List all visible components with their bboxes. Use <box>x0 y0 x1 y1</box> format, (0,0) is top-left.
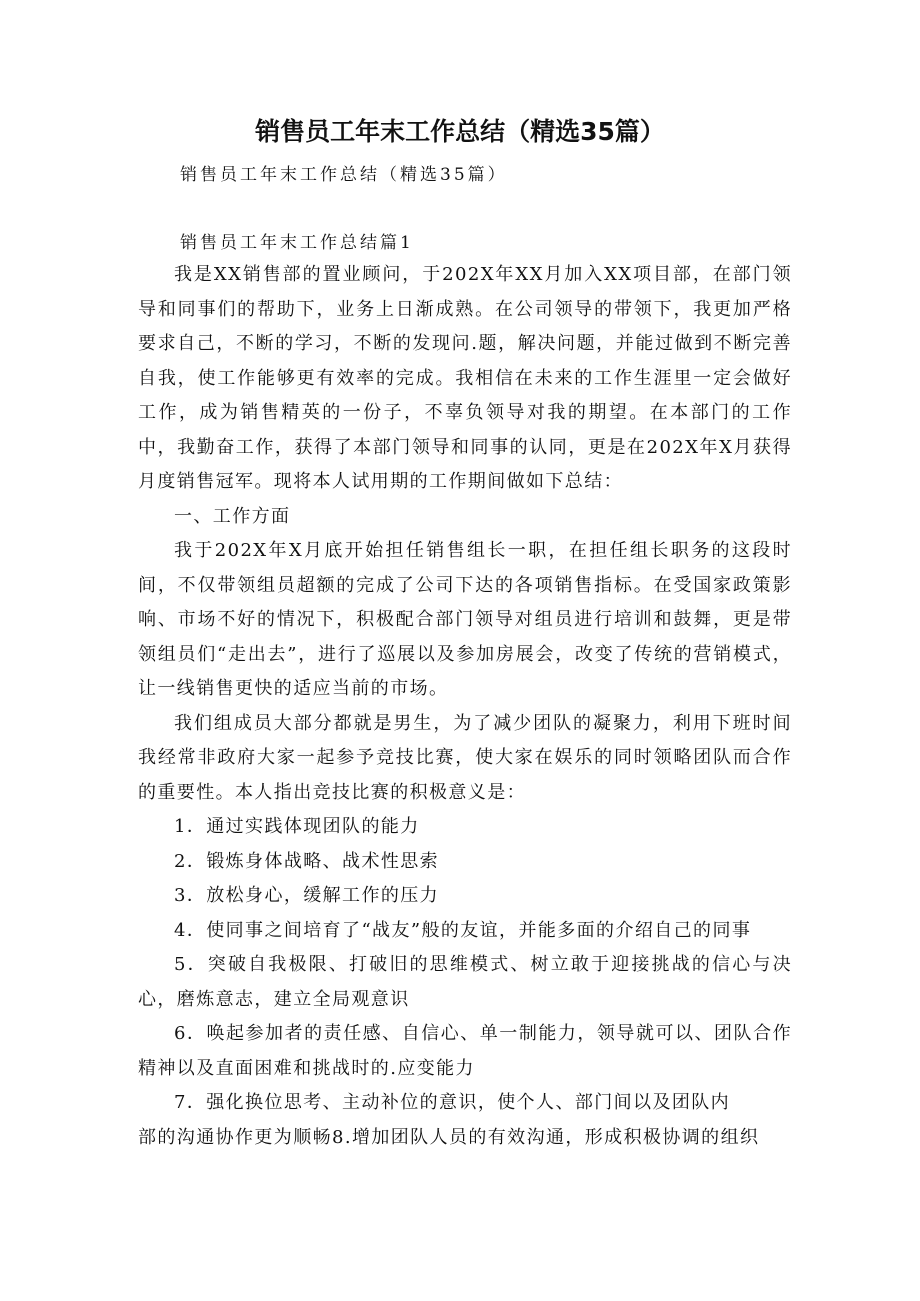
list-item: 6．唤起参加者的责任感、自信心、单一制能力，领导就可以、团队合作精神以及直面困难和挑战时的.应变能力 <box>138 1023 792 1079</box>
list-item: 5．突破自我极限、打破旧的思维模式、树立敢于迎接挑战的信心与决心，磨炼意志，建立全局观意识 <box>138 954 792 1010</box>
document-body <box>138 258 792 1155</box>
list-item: 4．使同事之间培育了“战友”般的友谊，并能多面的介绍自己的同事 <box>174 919 752 941</box>
heading-work-aspect: 一、工作方面 <box>174 505 291 527</box>
paragraph-team-activities: 我们组成员大部分都就是男生，为了减少团队的凝聚力，利用下班时间我经常非政府大家一起参予竞技比赛，使大家在娱乐的同时领略团队而合作的重要性。本人指出竞技比赛的积极意义是： <box>138 712 792 803</box>
paragraph-intro: 我是XX销售部的置业顾问，于202X年XX月加入XX项目部，在部门领导和同事们的帮助下，业务上日渐成熟。在公司领导的带领下，我更加严格要求自己，不断的学习，不断的发现问.题，解决问题，并能过做到不断完善自我，使工作能够更有效率的完成。我相信在未来的工作生涯里一定会做好工作，成为销售精英的一份子，不辜负领导对我的期望。在本部门的工作中，我勤奋工作，获得了本部门领导和同事的认同，更是在202X年X月获得月度销售冠军。现将本人试用期的工作期间做如下总结： <box>138 264 792 492</box>
section-heading: 销售员工年末工作总结篇1 <box>180 233 414 253</box>
list-item: 1．通过实践体现团队的能力 <box>174 816 420 837</box>
document-title: 销售员工年末工作总结（精选35篇） <box>255 117 665 146</box>
list-item-continuation: 部的沟通协作更为顺畅8.增加团队人员的有效沟通，形成积极协调的组织 <box>138 1126 760 1148</box>
list-item: 2．锻炼身体战略、战术性思索 <box>174 850 440 872</box>
document-subtitle: 销售员工年末工作总结（精选35篇） <box>180 165 508 185</box>
paragraph-team-lead: 我于202X年X月底开始担任销售组长一职，在担任组长职务的这段时间，不仅带领组员超额的完成了公司下达的各项销售指标。在受国家政策影响、市场不好的情况下，积极配合部门领导对组员进行培训和鼓舞，更是带领组员们“走出去”，进行了巡展以及参加房展会，改变了传统的营销模式，让一线销售更快的适应当前的市场。 <box>138 540 792 699</box>
list-item: 7．强化换位思考、主动补位的意识，使个人、部门间以及团队内 <box>174 1092 731 1113</box>
list-item: 3．放松身心，缓解工作的压力 <box>174 885 440 906</box>
